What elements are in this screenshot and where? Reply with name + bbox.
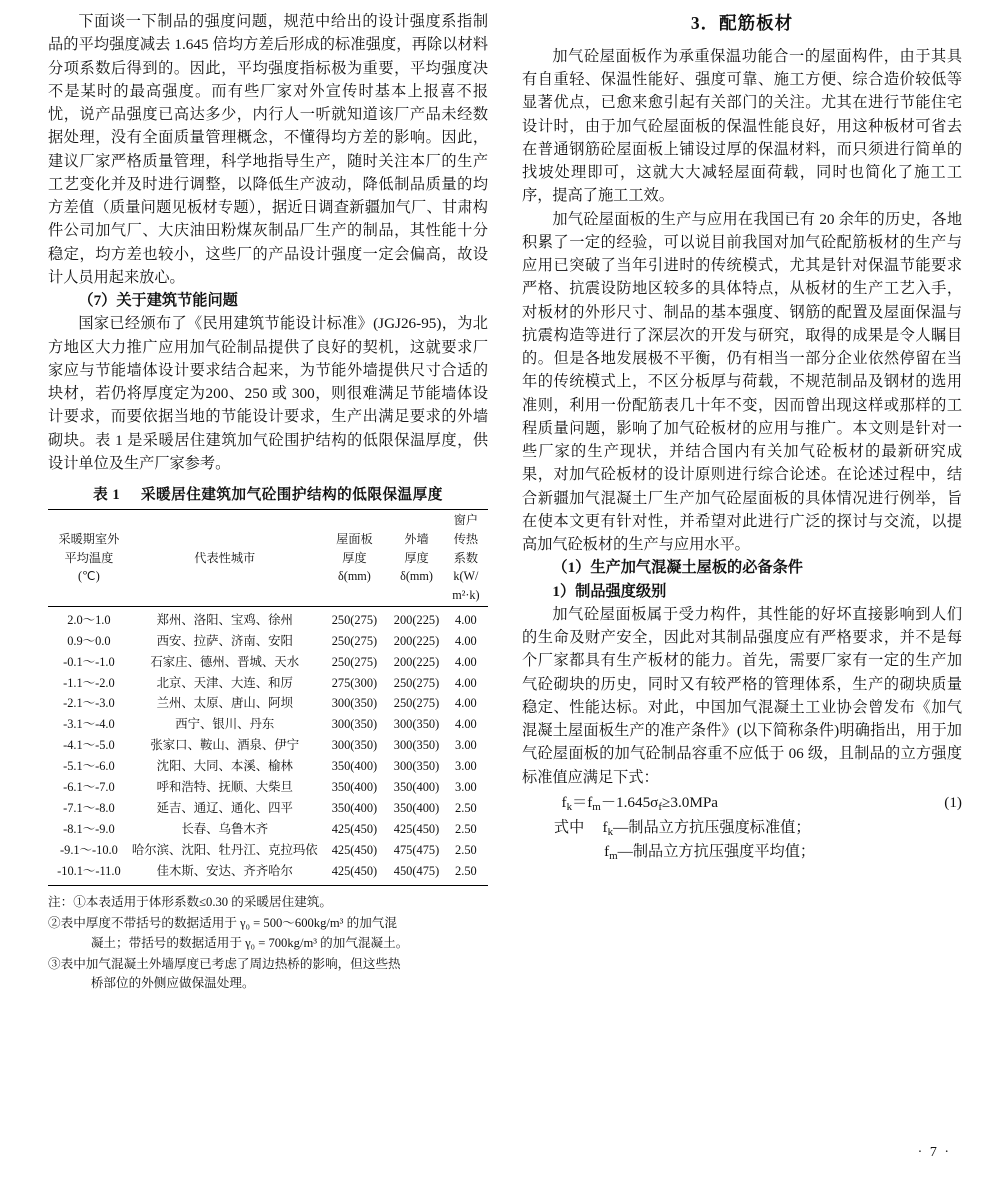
cell-city: 郑州、洛阳、宝鸡、徐州 xyxy=(156,612,293,627)
where-subscript: m xyxy=(609,850,618,863)
table-row xyxy=(48,861,488,885)
cell-outdoor-temp: -8.1～-9.0 xyxy=(63,822,115,837)
cell-outdoor-temp: 0.9～0.0 xyxy=(67,633,111,648)
formula-expression xyxy=(562,791,917,816)
page-number: · 7 · xyxy=(917,1144,951,1160)
table-header-row xyxy=(48,510,488,606)
table-row xyxy=(48,693,488,714)
table-row xyxy=(48,819,488,840)
table-notes xyxy=(48,893,488,993)
where-text: —制品立方抗压强度标准值； xyxy=(613,818,811,836)
cell-roof-thickness: 425(450) xyxy=(320,861,390,885)
cell-window-k: 3.00 xyxy=(455,780,477,795)
cell-wall-thickness: 475(475) xyxy=(393,843,440,858)
table-header-outdoor-temp xyxy=(48,510,130,606)
cell-window-k: 4.00 xyxy=(455,612,477,627)
two-column-layout xyxy=(48,10,962,1150)
cell-window-k: 3.00 xyxy=(455,738,477,753)
left-subheading: （7）关于建筑节能问题 xyxy=(78,292,238,309)
cell-window-k: 2.50 xyxy=(455,801,477,816)
table-row xyxy=(48,606,488,630)
cell-city: 延吉、通辽、通化、四平 xyxy=(156,801,293,816)
minus-coefficient: －1.645 xyxy=(600,793,651,811)
table-header-window-k xyxy=(444,510,488,606)
formula-number: (1) xyxy=(944,793,962,811)
cell-window-k: 4.00 xyxy=(455,654,477,669)
table-note-3 xyxy=(48,955,488,994)
cell-roof-thickness: 350(400) xyxy=(331,801,378,816)
table-header-city xyxy=(130,510,320,606)
header-line: (℃) xyxy=(78,569,100,584)
table-row xyxy=(48,735,488,756)
table-note-1: 注：①本表适用于体形系数≤0.30 的采暖居住建筑。 xyxy=(48,895,332,910)
note-3-line-2: 桥部位的外侧应做保温处理。 xyxy=(90,976,255,991)
header-line: 平均温度 xyxy=(64,550,114,565)
section-title: 3．配筋板材 xyxy=(690,13,794,33)
table-row xyxy=(48,840,488,861)
where-item-2-line xyxy=(522,840,962,865)
cell-wall-thickness: 200(225) xyxy=(393,612,440,627)
where-label: 式中 xyxy=(553,818,585,836)
note-3-line-1: ③表中加气混凝土外墙厚度已考虑了周边热桥的影响，但这些热 xyxy=(48,957,401,971)
cell-outdoor-temp: -9.1～-10.0 xyxy=(60,843,118,858)
table-row xyxy=(48,777,488,798)
table-note-2 xyxy=(48,914,488,953)
insulation-thickness-table xyxy=(48,509,488,886)
cell-wall-thickness: 200(225) xyxy=(393,633,440,648)
cell-outdoor-temp: 2.0～1.0 xyxy=(67,612,111,627)
header-line: δ(mm) xyxy=(400,569,433,584)
cell-outdoor-temp: -2.1～-3.0 xyxy=(63,696,115,711)
cell-roof-thickness: 250(275) xyxy=(331,633,378,648)
cell-city: 长春、乌鲁木齐 xyxy=(181,822,269,837)
sigma-subscript: f xyxy=(658,800,663,813)
table-row xyxy=(48,756,488,777)
right-paragraph-1: 加气砼屋面板作为承重保温功能合一的屋面构件，由于其具有自重轻、保温性能好、强度可靠、施工方便、综合造价较低等显著优点，已愈来愈引起有关部门的关注。尤其在进行节能住宅设计时，由于加气砼屋面板的保温性能良好，用这种板材可省去在普通钢筋砼屋面板上铺设过厚的保温材料，而只须进行简单的找坡处理即可，这就大大减轻屋面荷载，同时也简化了施工工序，提高了施工工效。 xyxy=(522,47,962,205)
formula-block xyxy=(522,791,962,865)
cell-wall-thickness: 350(400) xyxy=(393,780,440,795)
header-line: 厚度 xyxy=(404,550,429,565)
where-item-1 xyxy=(603,819,811,836)
cell-city: 哈尔滨、沈阳、牡丹江、克拉玛依 xyxy=(131,843,318,858)
cell-outdoor-temp: -1.1～-2.0 xyxy=(63,675,115,690)
right-column xyxy=(522,10,962,1150)
header-line: 外墙 xyxy=(404,531,429,546)
cell-roof-thickness: 300(350) xyxy=(331,738,378,753)
left-paragraph-2: 国家已经颁布了《民用建筑节能设计标准》(JGJ26-95)，为北方地区大力推广应用加气砼制品提供了良好的契机，这就要求厂家应与节能墙体设计要求结合起来，为节能外墙提供尺寸合适的块材，若仍将厚度定为200、250 或 300，则很难满足节能墙体设计要求，而要依据当地的节能设计要求，生产出满足要求的外墙砌块。表 1 是采暖居住建筑加气砼围护结构的低限保温厚度，供设计单位及生产厂家参考。 xyxy=(48,315,488,472)
table-caption-label: 表 1 xyxy=(93,487,121,503)
header-line: 系数 xyxy=(453,550,479,565)
formula-1 xyxy=(522,791,962,816)
cell-city: 西宁、银川、丹东 xyxy=(175,717,275,732)
cell-wall-thickness: 425(450) xyxy=(393,822,440,837)
fm-symbol: f xyxy=(587,793,593,811)
cell-outdoor-temp: -7.1～-8.0 xyxy=(63,801,115,816)
cell-outdoor-temp: -0.1～-1.0 xyxy=(63,654,115,669)
cell-city: 沈阳、大同、本溪、榆林 xyxy=(156,759,293,774)
cell-city: 张家口、鞍山、酒泉、伊宁 xyxy=(150,738,300,753)
cell-roof-thickness: 300(350) xyxy=(331,696,378,711)
cell-roof-thickness: 425(450) xyxy=(331,822,378,837)
cell-roof-thickness: 350(400) xyxy=(331,759,378,774)
equals-sign: ＝ xyxy=(572,793,588,811)
right-paragraph-3: 加气砼屋面板属于受力构件，其性能的好坏直接影响到人们的生命及财产安全，因此对其制品强度应有严格要求，并不是每个厂家都具有生产板材的能力。首先，需要厂家有一定的生产加气砼砌块的历史，同时又有较严格的管理体系，生产的砌块质量稳定、性能达标。对此，中国加气混凝土工业协会曾发布《加气混凝土屋面板生产的准产条件》(以下简称条件)明确指出，用于加气砼屋面板的加气砼制品容重不应低于 06 级，且制品的立方强度标准值应满足下式： xyxy=(522,605,962,786)
cell-city: 呼和浩特、抚顺、大柴旦 xyxy=(156,780,293,795)
cell-outdoor-temp: -4.1～-5.0 xyxy=(63,738,115,753)
table-caption xyxy=(48,484,488,506)
where-symbol: f xyxy=(602,818,608,836)
cell-window-k: 4.00 xyxy=(455,696,477,711)
cell-city: 佳木斯、安达、齐齐哈尔 xyxy=(130,861,320,885)
table-row xyxy=(48,714,488,735)
table-row xyxy=(48,798,488,819)
where-text: —制品立方抗压强度平均值； xyxy=(617,843,816,861)
cell-roof-thickness: 300(350) xyxy=(331,717,378,732)
table-row xyxy=(48,631,488,652)
cell-wall-thickness: 450(475) xyxy=(389,861,444,885)
inequality: ≥3.0MPa xyxy=(662,793,719,811)
cell-window-k: 2.50 xyxy=(455,843,477,858)
header-line: 厚度 xyxy=(342,550,367,565)
cell-window-k: 2.50 xyxy=(455,822,477,837)
cell-window-k: 2.50 xyxy=(444,861,488,885)
right-subheading-2: 1）制品强度级别 xyxy=(552,582,667,600)
cell-outdoor-temp: -10.1～-11.0 xyxy=(48,861,130,885)
where-subscript: k xyxy=(607,825,614,838)
header-line: m²·k) xyxy=(452,587,480,602)
right-paragraph-2: 加气砼屋面板的生产与应用在我国已有 20 余年的历史，各地积累了一定的经验，可以说目前我国对加气砼配筋板材的生产与应用已突破了当年引进时的传统模式，尤其是针对保温节能要求严格、抗震设防地区较多的具体特点，从板材的生产工艺入手，对板材的外形尺寸、制品的基本强度、钢筋的配置及屋面保温与抗震构造等进行了深层次的开发与研究，取得的成果是令人瞩目的。但是各地发展极不平衡，仍有相当一部分企业依然停留在当年的传统模式上，不区分板厚与荷载，不规范制品及钢材的选用准则，利用一份配筋表几十年不变，因而曾出现这样或那样的工程质量问题，影响了加气砼板材的应用与推广。本文则是针对一些厂家的生产现状，并结合国内有关加气砼板材的最新研究成果，对加气砼板材的设计原则进行综合论述。在论述过程中，结合新疆加气混凝土厂生产加气砼屋面板的具体情况进行例举，旨在使本文更有针对性，并希望对此进行广泛的探讨与交流，以提高加气砼板材的生产与应用水平。 xyxy=(522,210,962,554)
cell-roof-thickness: 275(300) xyxy=(331,675,378,690)
cell-city: 石家庄、德州、晋城、天水 xyxy=(150,654,300,669)
cell-city: 西安、拉萨、济南、安阳 xyxy=(156,633,293,648)
header-line: δ(mm) xyxy=(338,569,371,584)
cell-wall-thickness: 250(275) xyxy=(393,675,440,690)
cell-window-k: 4.00 xyxy=(455,633,477,648)
cell-city: 北京、天津、大连、和厉 xyxy=(156,675,293,690)
where-symbol: f xyxy=(604,843,610,861)
cell-window-k: 3.00 xyxy=(455,759,477,774)
fk-subscript: k xyxy=(566,800,573,813)
cell-outdoor-temp: -5.1～-6.0 xyxy=(63,759,115,774)
table-head xyxy=(48,510,488,606)
cell-city: 兰州、太原、唐山、阿坝 xyxy=(156,696,293,711)
header-line: 屋面板 xyxy=(336,531,373,546)
cell-outdoor-temp: -6.1～-7.0 xyxy=(63,780,115,795)
where-label-line xyxy=(522,816,962,841)
cell-wall-thickness: 300(350) xyxy=(393,717,440,732)
table-row xyxy=(48,673,488,694)
sigma-symbol: σ xyxy=(650,793,659,811)
cell-outdoor-temp: -3.1～-4.0 xyxy=(63,717,115,732)
left-paragraph-1: 下面谈一下制品的强度问题，规范中给出的设计强度系指制品的平均强度减去 1.645 倍均方差后形成的标准强度，再除以材料分项系数后得到的。因此，平均强度指标极为重要，平均强度决不是某时的最高强度。而有些厂家对外宣传时基本上报喜不报忧，说产品强度已高达多少，内行人一听就知道该厂产品未经数据处理，没有全面质量管理概念，不懂得均方差的影响。因此，建议厂家严格质量管理，科学地指导生产，随时关注本厂的生产工艺变化并及时进行调整，以降低生产波动，降低制品质量的均方差值（质量问题见板材专题），据近日调查新疆加气厂、甘肃构件公司加气厂、大庆油田粉煤灰制品厂生产的制品，其性能十分稳定，均方差也较小，这些厂的产品设计强度一定会偏高，故设计人员用起来放心。 xyxy=(48,13,488,286)
cell-roof-thickness: 250(275) xyxy=(331,654,378,669)
header-line: 传热 xyxy=(453,531,479,546)
table-caption-text: 采暖居住建筑加气砼围护结构的低限保温厚度 xyxy=(140,487,443,503)
cell-wall-thickness: 350(400) xyxy=(393,801,440,816)
cell-window-k: 4.00 xyxy=(455,717,477,732)
table-header-roof-thickness xyxy=(320,510,390,606)
right-subheading-1: （1）生产加气混凝土屋板的必备条件 xyxy=(552,559,803,577)
header-line: k(W/ xyxy=(453,569,479,584)
cell-roof-thickness: 425(450) xyxy=(331,843,378,858)
cell-wall-thickness: 250(275) xyxy=(393,696,440,711)
note-2-line-2: 凝土；带括号的数据适用于 γ₀ = 700kg/m³ 的加气混凝土。 xyxy=(90,935,409,950)
cell-roof-thickness: 350(400) xyxy=(331,780,378,795)
header-line: 采暖期室外 xyxy=(58,531,120,546)
table-header-wall-thickness xyxy=(389,510,444,606)
fk-symbol: f xyxy=(561,793,567,811)
header-line: 代表性城市 xyxy=(194,550,256,565)
note-2-line-1: ②表中厚度不带括号的数据适用于 γ₀ = 500～600kg/m³ 的加气混 xyxy=(48,916,397,931)
cell-roof-thickness: 250(275) xyxy=(331,612,378,627)
left-column xyxy=(48,10,488,1150)
cell-window-k: 4.00 xyxy=(455,675,477,690)
table-body xyxy=(48,606,488,886)
cell-wall-thickness: 300(350) xyxy=(393,738,440,753)
table-row xyxy=(48,652,488,673)
cell-wall-thickness: 300(350) xyxy=(393,759,440,774)
fm-subscript: m xyxy=(592,800,601,813)
cell-wall-thickness: 200(225) xyxy=(393,654,440,669)
header-line: 窗户 xyxy=(453,513,479,528)
